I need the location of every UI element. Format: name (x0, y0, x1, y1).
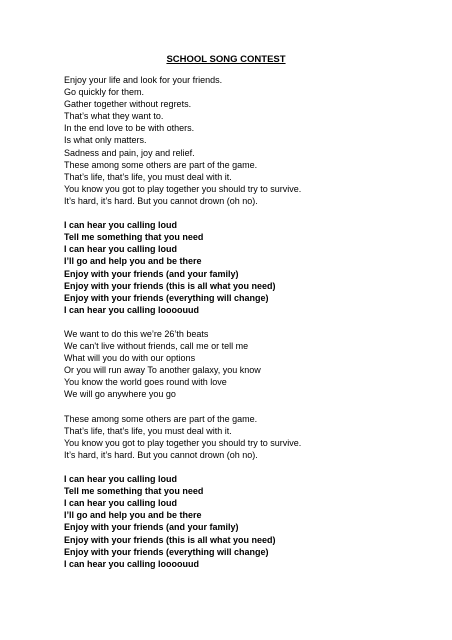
lyric-line: Is what only matters. (64, 135, 147, 146)
lyric-line: In the end love to be with others. (64, 123, 195, 134)
chorus-line: Enjoy with your friends (everything will change) (64, 546, 269, 557)
chorus-line: Enjoy with your friends (and your family) (64, 522, 239, 533)
lyrics-body (64, 74, 444, 582)
chorus-stanza (64, 473, 444, 570)
chorus-line: Tell me something that you need (64, 232, 204, 243)
chorus-stanza (64, 219, 444, 316)
chorus-line: I’ll go and help you and be there (64, 510, 202, 521)
lyric-line: Enjoy your life and look for your friends. (64, 75, 223, 85)
lyric-line: What will you do with our options (64, 353, 196, 364)
lyric-line: That’s life, that’s life, you must deal with it. (64, 171, 232, 182)
chorus-line: I can hear you calling loud (64, 498, 178, 509)
chorus-line: I can hear you calling loud (64, 220, 178, 231)
chorus-line: I can hear you calling loud (64, 244, 178, 255)
verse-stanza (64, 328, 444, 401)
lyric-line: These among some others are part of the game. (64, 413, 258, 424)
lyric-line: We can't live without friends, call me or tell me (64, 341, 249, 352)
document-title: SCHOOL SONG CONTEST (166, 54, 286, 65)
lyric-line: You know you got to play together you should try to survive. (64, 437, 302, 448)
chorus-line: I can hear you calling loooouud (64, 304, 200, 315)
lyric-line: It’s hard, it’s hard. But you cannot drown (oh no). (64, 449, 258, 460)
lyric-line: Or you will run away To another galaxy, you know (64, 365, 261, 376)
lyric-line: We want to do this we’re 26’th beats (64, 328, 209, 339)
lyric-line: These among some others are part of the game. (64, 159, 258, 170)
lyric-line: You know the world goes round with love (64, 377, 227, 388)
chorus-line: I can hear you calling loooouud (64, 558, 200, 569)
chorus-line: Enjoy with your friends (this is all what you need) (64, 534, 276, 545)
lyric-line: That’s what they want to. (64, 111, 164, 122)
lyric-line: We will go anywhere you go (64, 389, 176, 400)
lyric-line: It’s hard, it’s hard. But you cannot drown (oh no). (64, 195, 258, 206)
chorus-line: Enjoy with your friends (and your family) (64, 268, 239, 279)
lyric-line: Sadness and pain, joy and relief. (64, 147, 195, 158)
lyric-line: That’s life, that’s life, you must deal with it. (64, 425, 232, 436)
lyric-line: Gather together without regrets. (64, 99, 192, 110)
lyric-line: Go quickly for them. (64, 87, 145, 98)
chorus-line: Enjoy with your friends (everything will change) (64, 292, 269, 303)
verse-stanza (64, 413, 444, 461)
verse-stanza (64, 74, 444, 207)
chorus-line: Tell me something that you need (64, 486, 204, 497)
chorus-line: I’ll go and help you and be there (64, 256, 202, 267)
lyric-line: You know you got to play together you should try to survive. (64, 183, 302, 194)
chorus-line: Enjoy with your friends (this is all what you need) (64, 280, 276, 291)
chorus-line: I can hear you calling loud (64, 474, 178, 485)
